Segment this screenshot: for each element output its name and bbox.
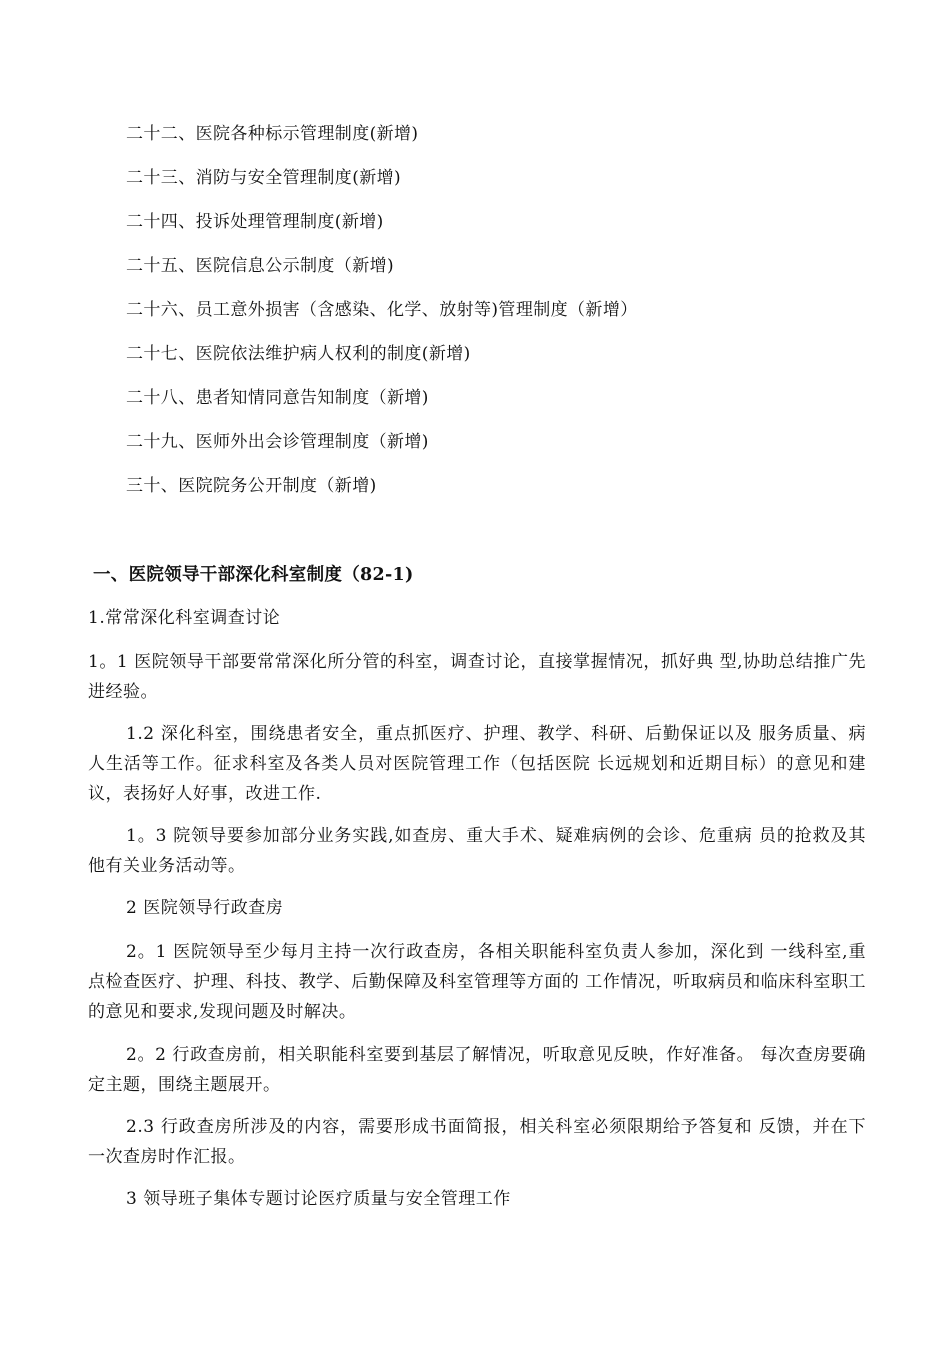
paragraph-2-3: 2.3 行政查房所涉及的内容，需要形成书面简报，相关科室必须限期给予答复和 反馈，并在下一次查房时作汇报。: [88, 1117, 866, 1167]
subsection-title-3: 3 领导班子集体专题讨论医疗质量与安全管理工作: [126, 1189, 511, 1209]
subsection-title-2: 2 医院领导行政查房: [126, 898, 284, 918]
paragraph-2-2: 2。2 行政查房前，相关职能科室要到基层了解情况，听取意见反映，作好准备。 每次查房要确定主题，围绕主题展开。: [88, 1045, 866, 1095]
toc-item-30: 三十、医院院务公开制度（新增): [126, 476, 377, 496]
paragraph-1-3: 1。3 院领导要参加部分业务实践,如查房、重大手术、疑难病例的会诊、危重病 员的抢救及其他有关业务活动等。: [88, 826, 866, 876]
section-heading: 一、医院领导干部深化科室制度（82-1): [93, 565, 414, 585]
toc-item-26: 二十六、员工意外损害（含感染、化学、放射等)管理制度（新增）: [126, 300, 638, 320]
toc-item-23: 二十三、消防与安全管理制度(新增): [126, 168, 402, 188]
toc-item-25: 二十五、医院信息公示制度（新增): [126, 256, 395, 276]
toc-item-29: 二十九、医师外出会诊管理制度（新增): [126, 432, 429, 452]
toc-item-24: 二十四、投诉处理管理制度(新增): [126, 212, 384, 232]
toc-item-27: 二十七、医院依法维护病人权利的制度(新增): [126, 344, 471, 364]
paragraph-2-1: 2。1 医院领导至少每月主持一次行政查房，各相关职能科室负责人参加，深化到 一线科室,重点检查医疗、护理、科技、教学、后勤保障及科室管理等方面的 工作情况，听取病员和临床科室职工的意见和要求,发现问题及时解决。: [88, 942, 866, 1022]
toc-item-28: 二十八、患者知情同意告知制度（新增): [126, 388, 429, 408]
paragraph-1-2: 1.2 深化科室，围绕患者安全，重点抓医疗、护理、教学、科研、后勤保证以及 服务质量、病人生活等工作。征求科室及各类人员对医院管理工作（包括医院 长远规划和近期目标）的意见和建议，表扬好人好事，改进工作.: [88, 724, 866, 804]
paragraph-1-1: 1。1 医院领导干部要常常深化所分管的科室，调查讨论，直接掌握情况，抓好典 型,协助总结推广先进经验。: [88, 652, 866, 702]
toc-item-22: 二十二、医院各种标示管理制度(新增): [126, 124, 419, 144]
subsection-title-1: 1.常常深化科室调查讨论: [88, 608, 281, 628]
